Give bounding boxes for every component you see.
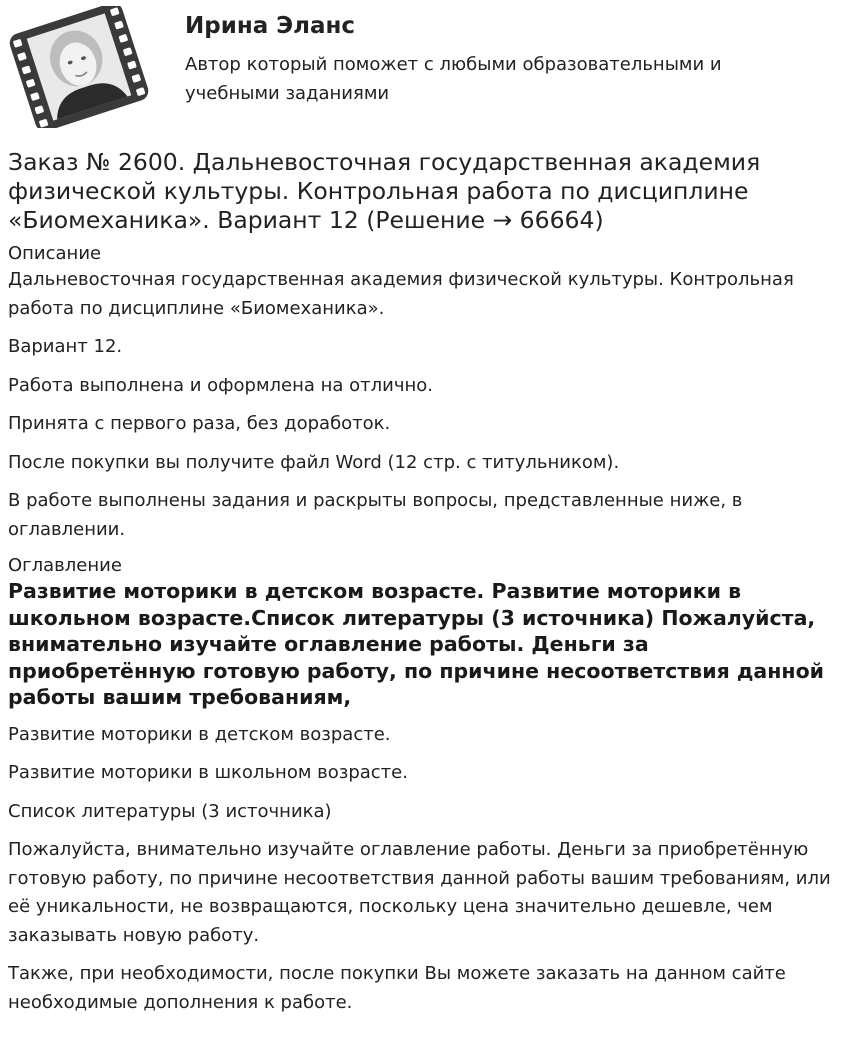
author-description: Автор который поможет с любыми образовательными и учебными заданиями	[185, 54, 722, 104]
description-paragraph: Принята с первого раза, без доработок.	[8, 413, 391, 434]
toc-item: Список литературы (3 источника)	[8, 800, 332, 822]
order-title: Заказ № 2600. Дальневосточная государственная академия физической культуры. Контрольная работа по дисциплине «Биомеханика». Вариант 12 (Решение → 66664)	[8, 148, 761, 234]
order-content	[8, 148, 840, 1027]
description-paragraph: Работа выполнена и оформлена на отлично.	[8, 374, 434, 396]
description-paragraph: Дальневосточная государственная академия физической культуры. Контрольная работа по дисциплине «Биомеханика».	[8, 269, 794, 319]
author-avatar	[6, 6, 152, 128]
toc-label: Оглавление	[8, 555, 122, 576]
author-header	[0, 0, 847, 140]
description-label: Описание	[8, 243, 102, 264]
toc-item: Развитие моторики в детском возрасте.	[8, 723, 391, 745]
toc-item: Пожалуйста, внимательно изучайте оглавление работы. Деньги за приобретённую готовую работу, по причине несоответствия данной работы вашим требованиям, или её уникальности, не возвращаются, поскольку цена значительно дешевле, чем заказывать новую работу.	[8, 839, 831, 946]
toc-summary: Развитие моторики в детском возрасте. Развитие моторики в школьном возрасте.Список литературы (3 источника) Пожалуйста, внимательно изучайте оглавление работы. Деньги за приобретённую готовую работу, по причине несоответствия данной работы вашим требованиям,	[8, 579, 825, 709]
description-paragraph: В работе выполнены задания и раскрыты вопросы, представленные ниже, в оглавлении.	[8, 490, 743, 540]
toc-item: Развитие моторики в школьном возрасте.	[8, 762, 408, 783]
toc-item: Также, при необходимости, после покупки Вы можете заказать на данном сайте необходимые дополнения к работе.	[8, 963, 786, 1013]
description-paragraph: Вариант 12.	[8, 336, 123, 357]
description-paragraph: После покупки вы получите файл Word (12 стр. с титульником).	[8, 451, 620, 473]
author-name: Ирина Эланс	[185, 13, 356, 39]
